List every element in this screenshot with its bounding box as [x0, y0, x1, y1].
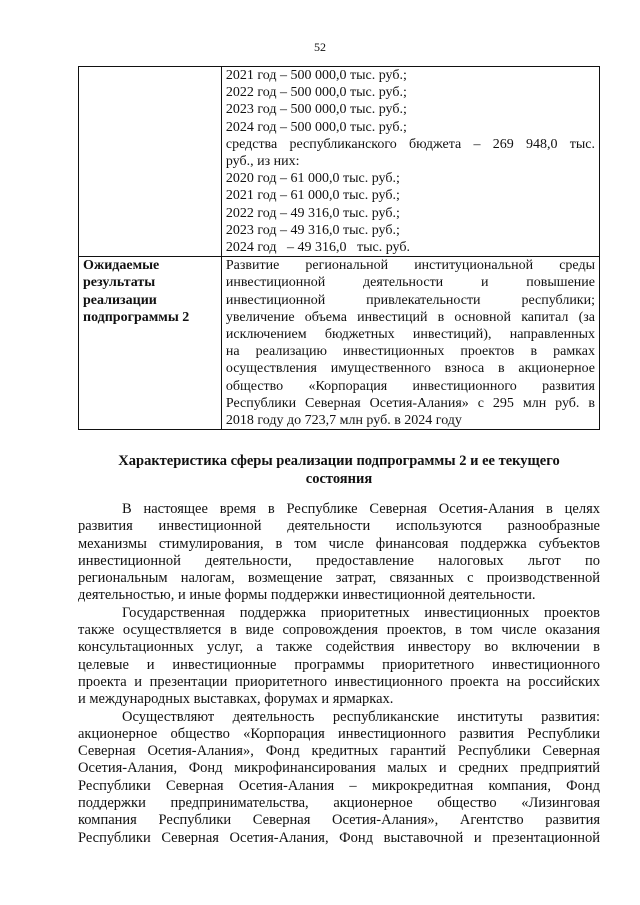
label-line: результаты: [83, 275, 156, 291]
funding-line: 2021 год – 500 000,0 тыс. руб.;: [225, 68, 407, 83]
paragraph-line: развития инвестиционной деятельности используются разнообразные: [78, 518, 600, 535]
paragraph-line: консультационных услуг, а также содействия инвестору во включении в: [78, 639, 600, 656]
funding-line: 2023 год – 500 000,0 тыс. руб.;: [225, 102, 407, 118]
paragraph-line: акционерное общество «Корпорация инвестиционного развития Республики: [78, 725, 600, 742]
label-line: Ожидаемые: [83, 258, 160, 274]
paragraph-line: Республики Северная Осетия-Алания – микрокредитная компания, Фонд: [78, 777, 600, 794]
table-row-expected-results: [79, 257, 600, 430]
section-title: [78, 452, 600, 488]
table-value-cell-funding: [221, 67, 599, 257]
paragraph-line: и международных выставках, форумах и ярмарках.: [78, 691, 394, 708]
result-line: инвестиционной деятельности и повышение: [225, 275, 595, 291]
table-label-cell-empty: [79, 67, 222, 257]
paragraph-line: Осуществляют деятельность республиканские институты развития:: [122, 708, 600, 725]
paragraph: [78, 605, 600, 709]
paragraph-line: инвестиционной деятельности, предоставление налоговых льгот по: [78, 552, 600, 569]
section-title-line: состояния: [305, 471, 373, 487]
funding-line: 2024 год – 500 000,0 тыс. руб.;: [225, 119, 407, 135]
label-line: подпрограммы 2: [83, 309, 190, 325]
funding-line: руб., из них:: [225, 154, 300, 170]
paragraph-line: компания Республики Северная Осетия-Алания», Агентство развития: [78, 812, 600, 829]
label-line: реализации: [83, 292, 157, 308]
paragraph-line: проекта и презентации приоритетного инвестиционного проекта на российских: [78, 673, 600, 690]
result-line: инвестиционной привлекательности республики;: [225, 292, 595, 308]
result-line: общество «Корпорация инвестиционного развития: [225, 378, 595, 394]
funding-line: 2022 год – 500 000,0 тыс. руб.;: [225, 85, 407, 101]
paragraph-line: механизмы стимулирования, в том числе финансовая поддержка субъектов: [78, 535, 600, 552]
result-line: на реализацию инвестиционных проектов в рамках: [225, 344, 595, 360]
subprogram-passport-table: [78, 66, 600, 430]
funding-line: 2021 год – 61 000,0 тыс. руб.;: [225, 188, 400, 204]
paragraph-line: поддержки предпринимательства, акционерное общество «Лизинговая: [78, 795, 600, 812]
result-line: 2018 году до 723,7 млн руб. в 2024 году: [225, 413, 462, 429]
paragraph-line: целевые и инвестиционные программы приоритетного инвестиционного: [78, 656, 600, 673]
body-text: [78, 501, 600, 847]
result-line: Республики Северная Осетия-Алания» с 295 млн руб. в: [225, 395, 595, 411]
paragraph-line: также осуществляется в виде сопровождения проектов, в том числе оказания: [78, 622, 600, 639]
paragraph-line: деятельностью, и иные формы поддержки инвестиционной деятельности.: [78, 587, 536, 604]
result-line: увеличение объема инвестиций в основной капитал (за: [225, 309, 595, 325]
paragraph: [78, 709, 600, 847]
result-line: исключением бюджетных инвестиций), направленных: [225, 327, 595, 343]
paragraph-line: Северная Осетия-Алания», Фонд кредитных гарантий Республики Северная: [78, 743, 600, 760]
result-line: осуществления имущественного взноса в акционерное: [225, 361, 595, 377]
funding-line: 2023 год – 49 316,0 тыс. руб.;: [225, 222, 400, 238]
paragraph-line: региональным налогам, возмещение затрат, связанных с производственной: [78, 570, 600, 587]
paragraph: [78, 501, 600, 605]
section-title-line: Характеристика сферы реализации подпрограммы 2 и ее текущего: [118, 453, 560, 469]
paragraph-line: В настоящее время в Республике Северная Осетия-Алания в целях: [122, 501, 600, 517]
result-line: Развитие региональной институциональной среды: [225, 258, 595, 274]
paragraph-line: Государственная поддержка приоритетных инвестиционных проектов: [122, 604, 600, 621]
funding-line: 2024 год – 49 316,0 тыс. руб.: [225, 240, 410, 256]
table-label-cell-expected-results: [79, 257, 222, 430]
funding-line: 2022 год – 49 316,0 тыс. руб.;: [225, 205, 400, 221]
funding-line: средства республиканского бюджета – 269 948,0 тыс.: [225, 136, 595, 152]
table-value-cell-expected-results: [221, 257, 599, 430]
funding-line: 2020 год – 61 000,0 тыс. руб.;: [225, 171, 400, 187]
table-row-funding: [79, 67, 600, 257]
paragraph-line: Осетия-Алания, Фонд микрофинансирования малых и средних предприятий: [78, 760, 600, 777]
page-number: 52: [314, 40, 326, 54]
paragraph-line: Республики Северная Осетия-Алания, Фонд выставочной и презентационной: [78, 829, 600, 846]
